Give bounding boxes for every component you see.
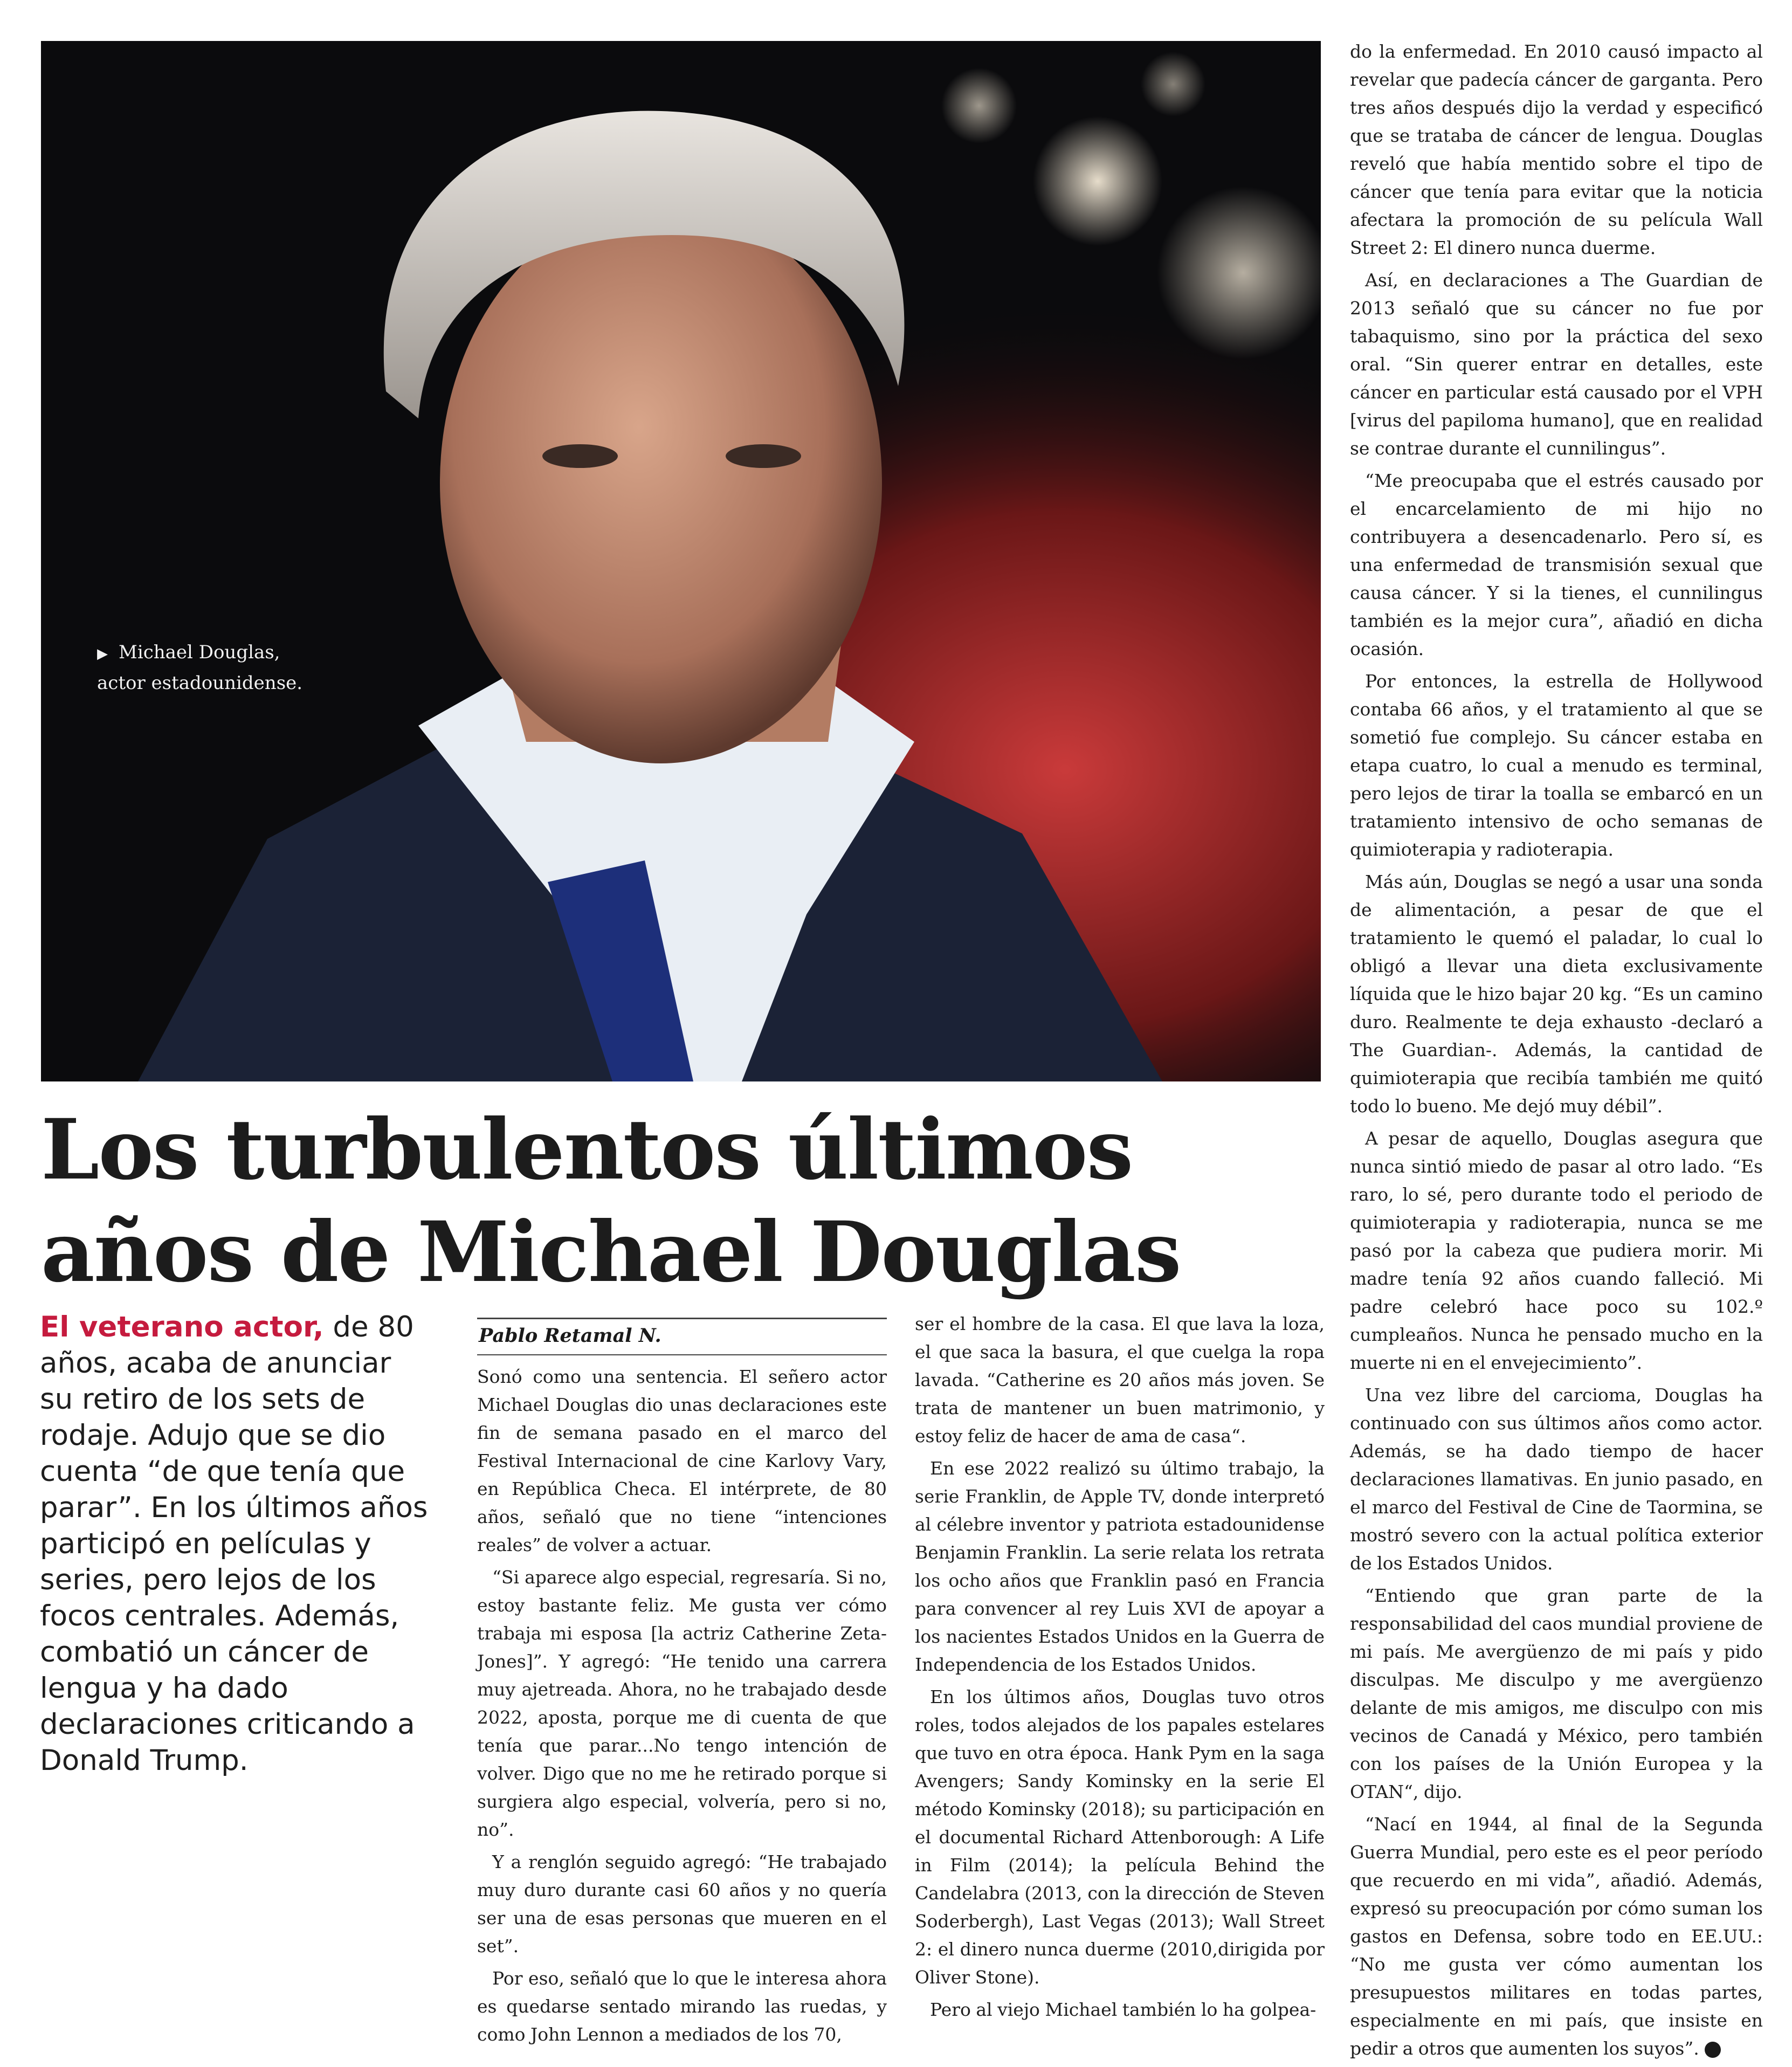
body-paragraph: Por eso, señaló que lo que le interesa ahora es quedarse sentado mirando las ruedas, y como John Lennon a mediados de los 70, bbox=[477, 1968, 887, 2045]
byline-rule-bottom bbox=[477, 1354, 887, 1355]
body-paragraph: “Si aparece algo especial, regresaría. Si no, estoy bastante feliz. Me gusta ver cómo trabaja mi esposa [la actriz Catherine Zeta-Jones]”. Y agregó: “He tenido una carrera muy ajetreada. Ahora, no he trabajado desde 2022, aposta, porque me di cuenta de que tenía que parar...No tengo intención de volver. Digo que no me he retirado porque si surgiera algo especial, volvería, pero si no, no”. bbox=[477, 1567, 887, 1840]
body-paragraph: A pesar de aquello, Douglas asegura que nunca sintió miedo de pasar al otro lado. “Es raro, lo sé, pero durante todo el periodo de quimioterapia y radioterapia, nunca se me pasó por la cabeza que pudiera morir. Mi madre tenía 92 años cuando falleció. Mi padre celebró hace poco su 102.º cumpleaños. Nunca he pensado mucho en la muerte ni en el envejecimiento”. bbox=[1350, 1128, 1763, 1373]
body-paragraph: ser el hombre de la casa. El que lava la loza, el que saca la basura, el que cuelga la ropa lavada. “Catherine es 20 años más joven. Se trata de mantener un buen matrimonio, y estoy feliz de hacer de ama de casa“. bbox=[915, 1313, 1325, 1446]
body-paragraph: Pero al viejo Michael también lo ha golpea- bbox=[930, 1999, 1317, 2020]
lead-text: de 80 años, acaba de anunciar su retiro de los sets de rodaje. Adujo que se dio cuenta “de que tenía que parar”. En los últimos años participó en películas y series, pero lejos de los focos centrales. Además, combatió un cáncer de lengua y ha dado declaraciones criticando a Donald Trump. bbox=[40, 1311, 428, 1777]
body-column-2 bbox=[915, 1310, 1325, 2028]
body-paragraph: Sonó como una sentencia. El señero actor Michael Douglas dio unas declaraciones este fin de semana pasado en el marco del Festival Internacional de cine Karlovy Vary, en República Checa. El intérprete, de 80 años, señaló que no tiene “intenciones reales” de volver a actuar. bbox=[477, 1366, 887, 1555]
body-column-3 bbox=[1350, 38, 1763, 2067]
headline-line-2: años de Michael Douglas bbox=[41, 1203, 1181, 1301]
body-paragraph: En ese 2022 realizó su último trabajo, la serie Franklin, de Apple TV, donde interpretó al célebre inventor y patriota estadounidense Benjamin Franklin. La serie relata los retrata los ocho años que Franklin pasó en Francia para convencer al rey Luis XVI de apoyar a los nacientes Estados Unidos en la Guerra de Independencia de los Estados Unidos. bbox=[915, 1458, 1325, 1675]
byline: Pablo Retamal N. bbox=[479, 1325, 661, 1347]
body-paragraph: Así, en declaraciones a The Guardian de 2013 señaló que su cáncer no fue por tabaquismo, sino por la práctica del sexo oral. “Sin querer entrar en detalles, este cáncer en particular está causado por el VPH [virus del papiloma humano], que en realidad se contrae durante el cunnilingus”. bbox=[1350, 270, 1763, 459]
lead-kicker: El veterano actor, bbox=[40, 1311, 324, 1343]
lead-paragraph bbox=[40, 1309, 428, 1779]
body-paragraph: En los últimos años, Douglas tuvo otros roles, todos alejados de los papales estelares que tuvo en otra época. Hank Pym en la saga Avengers; Sandy Kominsky en la serie El método Kominsky (2018); su participación en el documental Richard Attenborough: A Life in Film (2014); la película Behind the Candelabra (2013, con la dirección de Steven Soderbergh), Last Vegas (2013); Wall Street 2: el dinero nunca duerme (2010,dirigida por Oliver Stone). bbox=[915, 1686, 1325, 1988]
body-paragraph: Una vez libre del carcioma, Douglas ha continuado con sus últimos años como actor. Además, se ha dado tiempo de hacer declaraciones llamativas. En junio pasado, en el marco del Festival de Cine de Taormina, se mostró severo con la actual política exterior de los Estados Unidos. bbox=[1350, 1384, 1763, 1574]
portrait-illustration bbox=[41, 41, 1321, 1081]
headline bbox=[41, 1099, 1324, 1304]
body-paragraph: “Me preocupaba que el estrés causado por el encarcelamiento de mi hijo no contribuyera a desencadenarlo. Pero sí, es una enfermedad de transmisión sexual que causa cáncer. Y si la tienes, el cunnilingus también es la mejor cura”, añadió en dicha ocasión. bbox=[1350, 470, 1763, 659]
body-paragraph: Y a renglón seguido agregó: “He trabajado muy duro durante casi 60 años y no quería ser una de esas personas que mueren en el set”. bbox=[477, 1851, 887, 1956]
body-column-1 bbox=[477, 1363, 887, 2053]
article-photo bbox=[41, 41, 1321, 1081]
photo-caption: ▶ Michael Douglas, actor estadounidense. bbox=[97, 642, 303, 694]
body-paragraph-last: “Nací en 1944, al final de la Segunda Guerra Mundial, pero este es el peor período que recuerdo en mi vida”, añadió. Además, expresó su preocupación por cómo suman los gastos en Defensa, sobre todo en EE.UU.: “No me gusta ver cómo aumentan los presupuestos militares en todas partes, especialmente en mi país, que insiste en pedir a otros que aumenten los suyos”. bbox=[1350, 1814, 1763, 2059]
body-paragraph: Por entonces, la estrella de Hollywood contaba 66 años, y el tratamiento al que se sometió fue complejo. Su cáncer estaba en etapa cuatro, lo cual a menudo es terminal, pero lejos de tirar la toalla se embarcó en un tratamiento intensivo de ocho semanas de quimioterapia y radioterapia. bbox=[1350, 671, 1763, 860]
body-paragraph: Más aún, Douglas se negó a usar una sonda de alimentación, a pesar de que el tratamiento le quemó el paladar, lo cual lo obligó a llevar una dieta exclusivamente líquida que le hizo bajar 20 kg. “Es un camino duro. Realmente te deja exhausto -declaró a The Guardian-. Además, la cantidad de quimioterapia que recibía también me quitó todo lo bueno. Me dejó muy débil”. bbox=[1350, 871, 1763, 1117]
byline-rule-top bbox=[477, 1318, 887, 1319]
body-paragraph: “Entiendo que gran parte de la responsabilidad del caos mundial proviene de mi país. Me avergüenzo de mi país y pido disculpas. Me disculpo y me avergüenzo delante de mis amigos, me disculpo con mis vecinos de Canadá y México, pero también con los países de la Unión Europea y la OTAN“, dijo. bbox=[1350, 1585, 1763, 1802]
body-paragraph: do la enfermedad. En 2010 causó impacto al revelar que padecía cáncer de garganta. Pero tres años después dijo la verdad y especificó que se trataba de cáncer de lengua. Douglas reveló que había mentido sobre el tipo de cáncer que tenía para evitar que la noticia afectara la promoción de su película Wall Street 2: El dinero nunca duerme. bbox=[1350, 41, 1763, 258]
end-mark-icon bbox=[1705, 2042, 1721, 2058]
caption-arrow-icon: ▶ bbox=[97, 646, 108, 662]
headline-line-1: Los turbulentos últimos bbox=[41, 1101, 1133, 1198]
